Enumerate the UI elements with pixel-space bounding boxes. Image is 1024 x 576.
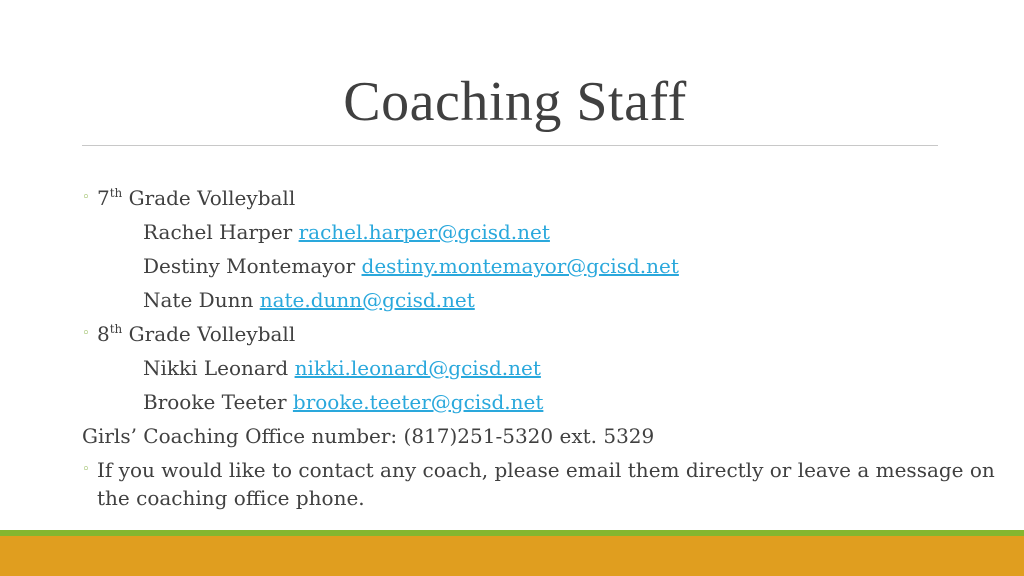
- coach-email-link[interactable]: destiny.montemayor@gcisd.net: [361, 254, 679, 278]
- grade-suffix: th: [109, 186, 123, 200]
- coach-name: Nate Dunn: [143, 288, 254, 312]
- office-phone-line: Girls’ Coaching Office number: (817)251-5320 ext. 5329: [82, 424, 655, 448]
- bullet-icon: ◦: [82, 326, 90, 341]
- coach-name: Nikki Leonard: [143, 356, 289, 380]
- grade-number: 7: [97, 186, 110, 210]
- contact-note: If you would like to contact any coach, please email them directly or leave a message on the coaching office phone.: [97, 458, 995, 510]
- coach-email-link[interactable]: nikki.leonard@gcisd.net: [294, 356, 541, 380]
- seventh-grade-heading: [97, 186, 295, 210]
- coach-email-link[interactable]: nate.dunn@gcisd.net: [259, 288, 475, 312]
- coach-line: [143, 220, 550, 244]
- title-divider: [82, 145, 938, 146]
- coach-email-link[interactable]: brooke.teeter@gcisd.net: [292, 390, 544, 414]
- coach-name: Brooke Teeter: [143, 390, 287, 414]
- grade-suffix: th: [109, 322, 123, 336]
- footer-band: [0, 536, 1024, 576]
- coach-line: [143, 254, 679, 278]
- coach-line: [143, 288, 475, 312]
- slide-title: Coaching Staff: [343, 71, 687, 133]
- bullet-icon: ◦: [82, 462, 90, 477]
- coach-line: [143, 390, 543, 414]
- grade-label: Grade Volleyball: [128, 322, 296, 346]
- bullet-icon: ◦: [82, 190, 90, 205]
- coach-line: [143, 356, 541, 380]
- coach-name: Rachel Harper: [143, 220, 293, 244]
- grade-number: 8: [97, 322, 110, 346]
- eighth-grade-heading: [97, 322, 295, 346]
- grade-label: Grade Volleyball: [128, 186, 296, 210]
- coach-email-link[interactable]: rachel.harper@gcisd.net: [298, 220, 550, 244]
- coach-name: Destiny Montemayor: [143, 254, 356, 278]
